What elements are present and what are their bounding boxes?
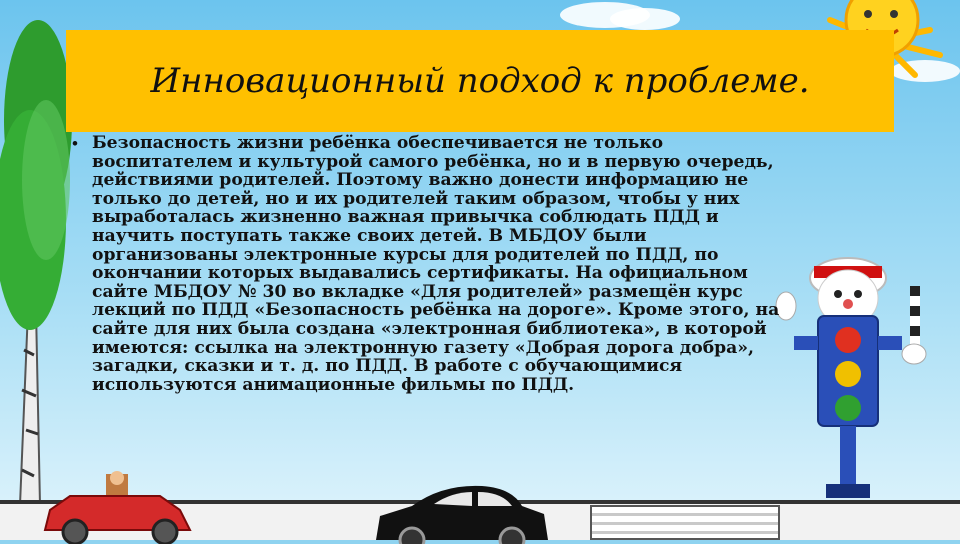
traffic-light-character <box>778 236 938 506</box>
slide-body-text: Безопасность жизни ребёнка обеспечивается не только воспитателем и культурой самого ребёнка, но и в первую очередь, действиями родителей. Поэтому важно донести информацию не только до детей, но и их родителей таким образом, чтобы у них выработалась жизненно важная привычка соблюдать ПДД и научить поступать также своих детей. В МБДОУ были организованы электронные курсы для родителей по ПДД, по окончании которых выдавались сертификаты. На официальном сайте МБДОУ № 30 во вкладке «Для родителей» размещён курс лекций по ПДД «Безопасность ребёнка на дороге». Кроме этого, на сайте для них была создана «электронная библиотека», в которой имеются: ссылка на электронную газету «Добрая дорога добра», загадки, сказки и т. д. по ПДД. В работе с обучающимися используются анимационные фильмы по ПДД. <box>92 133 780 395</box>
cloud <box>610 8 680 30</box>
red-car-illustration <box>40 470 200 540</box>
bullet-marker: • <box>72 134 78 153</box>
title-banner <box>66 30 894 132</box>
slide-title: Инновационный подход к проблеме. <box>150 61 810 101</box>
black-car-illustration <box>372 484 552 544</box>
crosswalk <box>590 505 780 540</box>
